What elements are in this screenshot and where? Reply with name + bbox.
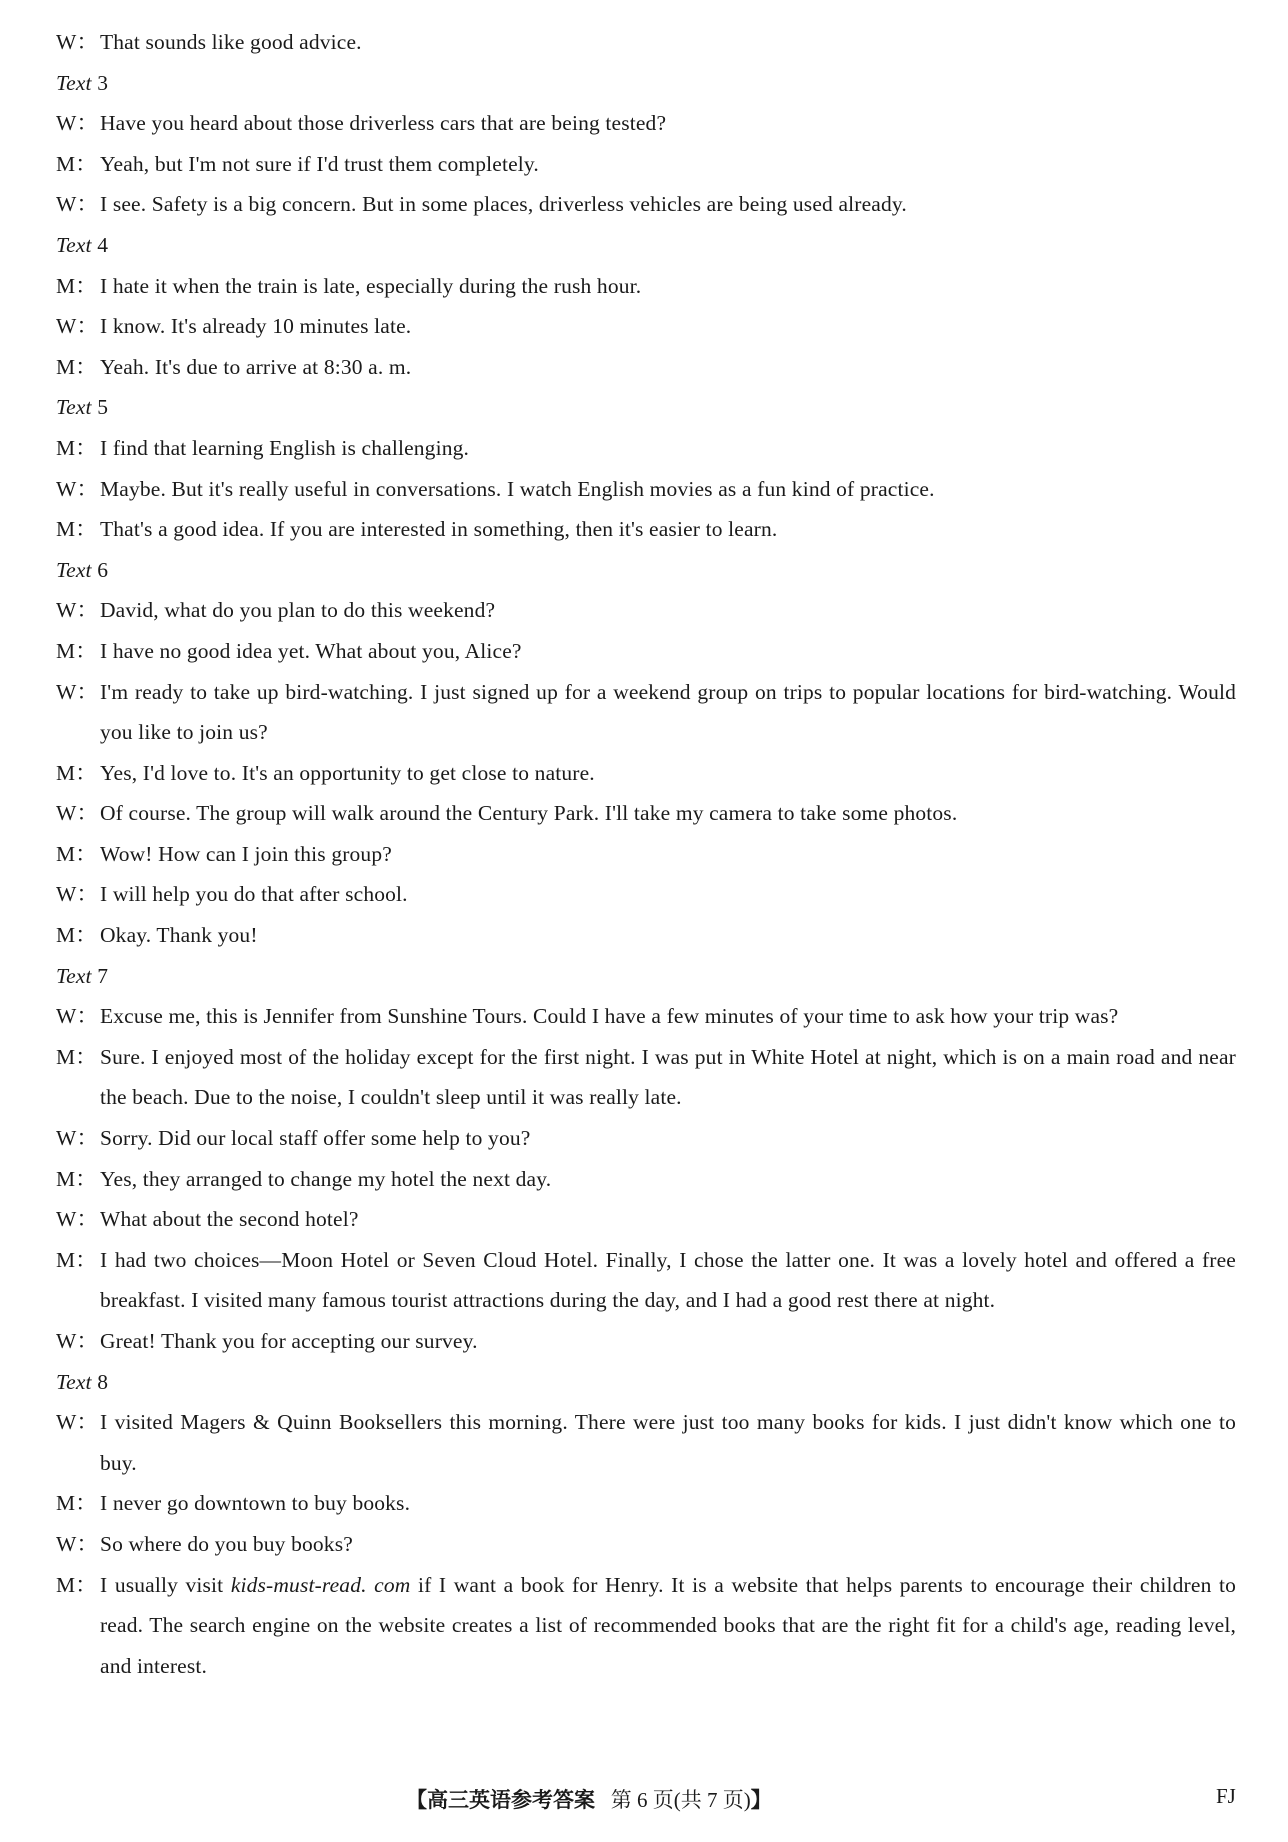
utterance-text: I see. Safety is a big concern. But in some places, driverless vehicles are being used already.	[100, 192, 907, 217]
utterance-text: I visited Magers & Quinn Booksellers this morning. There were just too many books for kids. I just didn't know which one to buy.	[100, 1410, 1236, 1475]
speaker-label: W：	[56, 679, 99, 704]
section-heading-number: 6	[97, 557, 109, 582]
section-heading	[56, 63, 1236, 104]
section-heading-label: Text	[56, 395, 92, 420]
utterance-text: I hate it when the train is late, especially during the rush hour.	[100, 273, 642, 298]
speaker-label: M：	[56, 1572, 97, 1597]
dialogue-line	[56, 266, 1236, 307]
utterance-text: I never go downtown to buy books.	[100, 1491, 411, 1516]
section-heading	[56, 956, 1236, 997]
section-heading-label: Text	[56, 232, 92, 257]
utterance-text: I find that learning English is challenging.	[100, 435, 470, 460]
utterance-text: I will help you do that after school.	[100, 882, 408, 907]
section-heading	[56, 1362, 1236, 1403]
dialogue-line	[56, 428, 1236, 469]
utterance-text: I have no good idea yet. What about you, Alice?	[100, 638, 522, 663]
speaker-label: M：	[56, 151, 97, 176]
utterance-text: Okay. Thank you!	[100, 923, 258, 948]
section-heading	[56, 550, 1236, 591]
speaker-label: W：	[56, 111, 99, 136]
utterance-text-after: if I want a book for Henry. It is a website that helps parents to encourage their children to read. The search engine on the website creates a list of recommended books that are the right fit for a child's age, reading level, and interest.	[100, 1572, 1237, 1678]
dialogue-line	[56, 347, 1236, 388]
utterance-text: Yeah. It's due to arrive at 8:30 a. m.	[100, 354, 412, 379]
utterance-text: Have you heard about those driverless cars that are being tested?	[100, 111, 667, 136]
speaker-label: M：	[56, 517, 97, 542]
speaker-label: W：	[56, 1207, 99, 1232]
section-heading-number: 7	[97, 963, 109, 988]
utterance-text-before: I usually visit	[100, 1572, 231, 1597]
speaker-label: M：	[56, 1247, 97, 1272]
utterance-text: Of course. The group will walk around the Century Park. I'll take my camera to take some photos.	[100, 801, 958, 826]
section-heading	[56, 387, 1236, 428]
dialogue-line	[56, 590, 1236, 631]
dialogue-line	[56, 306, 1236, 347]
dialogue-line	[56, 996, 1236, 1037]
speaker-label: W：	[56, 1004, 99, 1029]
section-heading-number: 4	[97, 232, 109, 257]
section-heading-number: 8	[97, 1369, 109, 1394]
utterance-text: So where do you buy books?	[100, 1531, 353, 1556]
speaker-label: W：	[56, 30, 99, 54]
dialogue-line	[56, 1037, 1236, 1118]
speaker-label: W：	[56, 1329, 99, 1353]
utterance-text: Sorry. Did our local staff offer some help to you?	[100, 1126, 531, 1151]
section-heading-number: 3	[97, 70, 109, 95]
dialogue-line	[56, 144, 1236, 185]
dialogue-line	[56, 1483, 1236, 1524]
footer-page-info: 第 6 页(共 7 页)	[610, 1788, 751, 1812]
dialogue-line	[56, 509, 1236, 550]
speaker-label: W：	[56, 314, 99, 339]
section-heading-label: Text	[56, 70, 92, 95]
utterance-text: What about the second hotel?	[100, 1207, 359, 1232]
dialogue-line	[56, 1565, 1236, 1687]
dialogue-line	[56, 1118, 1236, 1159]
dialogue-line	[56, 631, 1236, 672]
utterance-text: Excuse me, this is Jennifer from Sunshine Tours. Could I have a few minutes of your time to ask how your trip was?	[100, 1004, 1119, 1029]
utterance-text: I know. It's already 10 minutes late.	[100, 314, 412, 339]
utterance-text: Maybe. But it's really useful in conversations. I watch English movies as a fun kind of practice.	[100, 476, 935, 501]
footer-close-bracket: 】	[750, 1788, 772, 1812]
utterance-text: Yes, I'd love to. It's an opportunity to get close to nature.	[100, 760, 595, 785]
speaker-label: M：	[56, 1166, 97, 1191]
speaker-label: M：	[56, 638, 97, 663]
speaker-label: M：	[56, 273, 97, 298]
dialogue-line	[56, 793, 1236, 834]
utterance-text: Great! Thank you for accepting our survey.	[100, 1329, 478, 1353]
speaker-label: W：	[56, 1531, 99, 1556]
dialogue-line	[56, 1159, 1236, 1200]
speaker-label: W：	[56, 598, 99, 623]
speaker-label: W：	[56, 1126, 99, 1151]
speaker-label: W：	[56, 476, 99, 501]
utterance-text: I'm ready to take up bird-watching. I just signed up for a weekend group on trips to popular locations for bird-watching. Would you like to join us?	[100, 679, 1236, 745]
dialogue-line	[56, 834, 1236, 875]
page-footer	[0, 1784, 1288, 1842]
dialogue-line	[56, 1524, 1236, 1565]
dialogue-line	[56, 103, 1236, 144]
utterance-text: Sure. I enjoyed most of the holiday except for the first night. I was put in White Hotel at night, which is on a main road and near the beach. Due to the noise, I couldn't sleep until it was really late.	[100, 1044, 1236, 1110]
section-heading-label: Text	[56, 557, 92, 582]
utterance-text: Yes, they arranged to change my hotel the next day.	[100, 1166, 552, 1191]
dialogue-line	[56, 469, 1236, 510]
dialogue-line	[56, 1240, 1236, 1321]
dialogue-line	[56, 1321, 1236, 1362]
footer-title: 【高三英语参考答案	[406, 1788, 595, 1812]
section-heading-label: Text	[56, 963, 92, 988]
utterance-text: That's a good idea. If you are interested in something, then it's easier to learn.	[100, 517, 778, 542]
speaker-label: M：	[56, 435, 97, 460]
dialogue-line	[56, 1402, 1236, 1483]
speaker-label: M：	[56, 841, 97, 866]
speaker-label: W：	[56, 192, 99, 217]
speaker-label: W：	[56, 1410, 99, 1435]
utterance-text	[100, 1565, 1236, 1687]
utterance-text: That sounds like good advice.	[100, 30, 362, 54]
speaker-label: W：	[56, 801, 99, 826]
website-name: kids-must-read. com	[230, 1572, 411, 1597]
dialogue-line	[56, 753, 1236, 794]
utterance-text: David, what do you plan to do this weekend?	[100, 598, 496, 623]
footer-code: FJ	[1216, 1784, 1236, 1808]
speaker-label: M：	[56, 923, 97, 948]
speaker-label: W：	[56, 882, 99, 907]
dialogue-line	[56, 184, 1236, 225]
speaker-label: M：	[56, 1044, 97, 1069]
section-heading-number: 5	[97, 395, 109, 420]
dialogue-line	[56, 915, 1236, 956]
speaker-label: M：	[56, 760, 97, 785]
dialogue-line	[56, 874, 1236, 915]
section-heading	[56, 225, 1236, 266]
utterance-text: Yeah, but I'm not sure if I'd trust them completely.	[100, 151, 539, 176]
section-heading-label: Text	[56, 1369, 92, 1394]
utterance-text: I had two choices—Moon Hotel or Seven Cloud Hotel. Finally, I chose the latter one. It was a lovely hotel and offered a free breakfast. I visited many famous tourist attractions during the day, and I had a good rest there at night.	[100, 1247, 1236, 1313]
speaker-label: M：	[56, 354, 97, 379]
footer-page-label	[406, 1784, 772, 1814]
dialogue-line	[56, 1199, 1236, 1240]
speaker-label: M：	[56, 1491, 97, 1516]
utterance-text: Wow! How can I join this group?	[100, 841, 392, 866]
dialogue-line	[56, 22, 1236, 63]
dialogue-line	[56, 672, 1236, 753]
transcript-body	[56, 22, 1236, 1686]
